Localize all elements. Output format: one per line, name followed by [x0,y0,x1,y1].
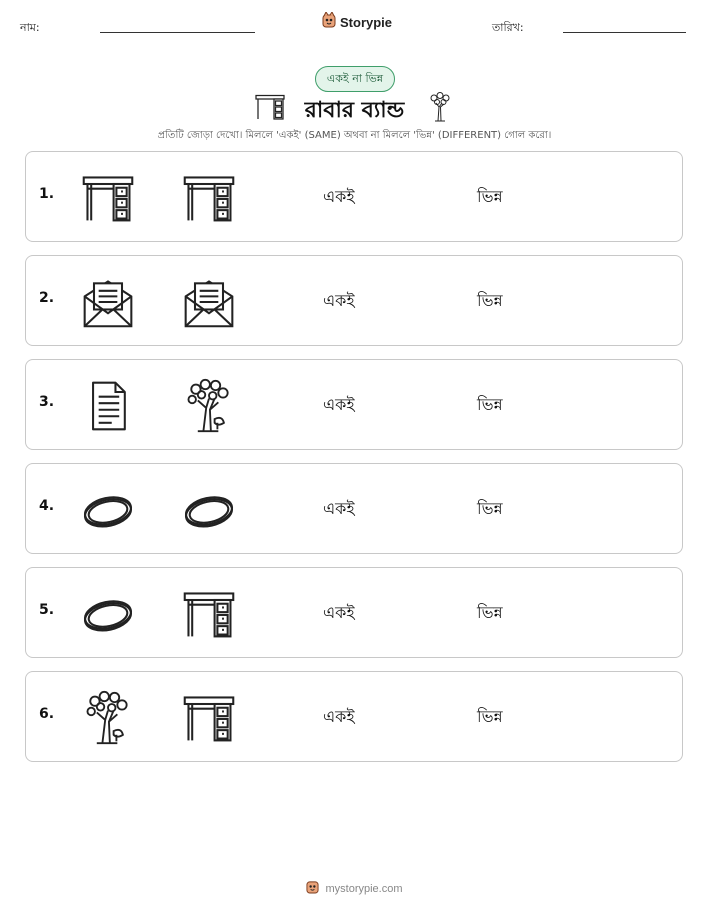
same-option[interactable]: একই [323,291,355,310]
question-row [25,151,683,242]
storypie-mascot-icon [306,879,319,898]
question-number: 2. [39,290,55,306]
rubber-band-icon [80,482,136,538]
footer [0,879,709,898]
question-number: 4. [39,498,55,514]
title-row [0,90,709,126]
document-icon [80,378,136,434]
different-option[interactable]: ভিন্ন [477,187,503,206]
date-line[interactable] [563,32,686,33]
rubber-band-icon [181,482,237,538]
same-option[interactable]: একই [323,187,355,206]
different-option[interactable]: ভিন্ন [477,603,503,622]
question-row [25,359,683,450]
question-row [25,671,683,762]
name-label: নাম: [20,21,40,34]
brand-name: Storypie [340,14,393,30]
same-option[interactable]: একই [323,395,355,414]
question-row [25,255,683,346]
footer-url[interactable]: mystorypie.com [325,882,403,895]
worksheet-type-badge: একই না ভিন্ন [315,66,395,92]
desk-icon [181,586,237,642]
same-option[interactable]: একই [323,603,355,622]
question-row [25,463,683,554]
question-number: 1. [39,186,55,202]
page-title: রাবার ব্যান্ড [304,98,405,123]
different-option[interactable]: ভিন্ন [477,395,503,414]
date-label: তারিখ: [492,21,524,34]
different-option[interactable]: ভিন্ন [477,291,503,310]
desk-icon [181,170,237,226]
same-option[interactable]: একই [323,707,355,726]
desk-icon [80,170,136,226]
brand-logo [322,12,392,32]
name-line[interactable] [100,32,255,33]
question-row [25,567,683,658]
desk-icon [181,690,237,746]
storypie-mascot-icon [322,12,336,32]
different-option[interactable]: ভিন্ন [477,499,503,518]
envelope-icon [181,274,237,330]
question-number: 6. [39,706,55,722]
instructions: প্রতিটি জোড়া দেখো। মিললে 'একই' (SAME) অথবা না মিললে 'ভিন্ন' (DIFFERENT) গোল করো। [157,130,552,141]
tree-icon [80,690,136,746]
different-option[interactable]: ভিন্ন [477,707,503,726]
question-number: 3. [39,394,55,410]
tree-icon [428,92,452,126]
rubber-band-icon [80,586,136,642]
question-number: 5. [39,602,55,618]
tree-icon [181,378,237,434]
envelope-icon [80,274,136,330]
same-option[interactable]: একই [323,499,355,518]
